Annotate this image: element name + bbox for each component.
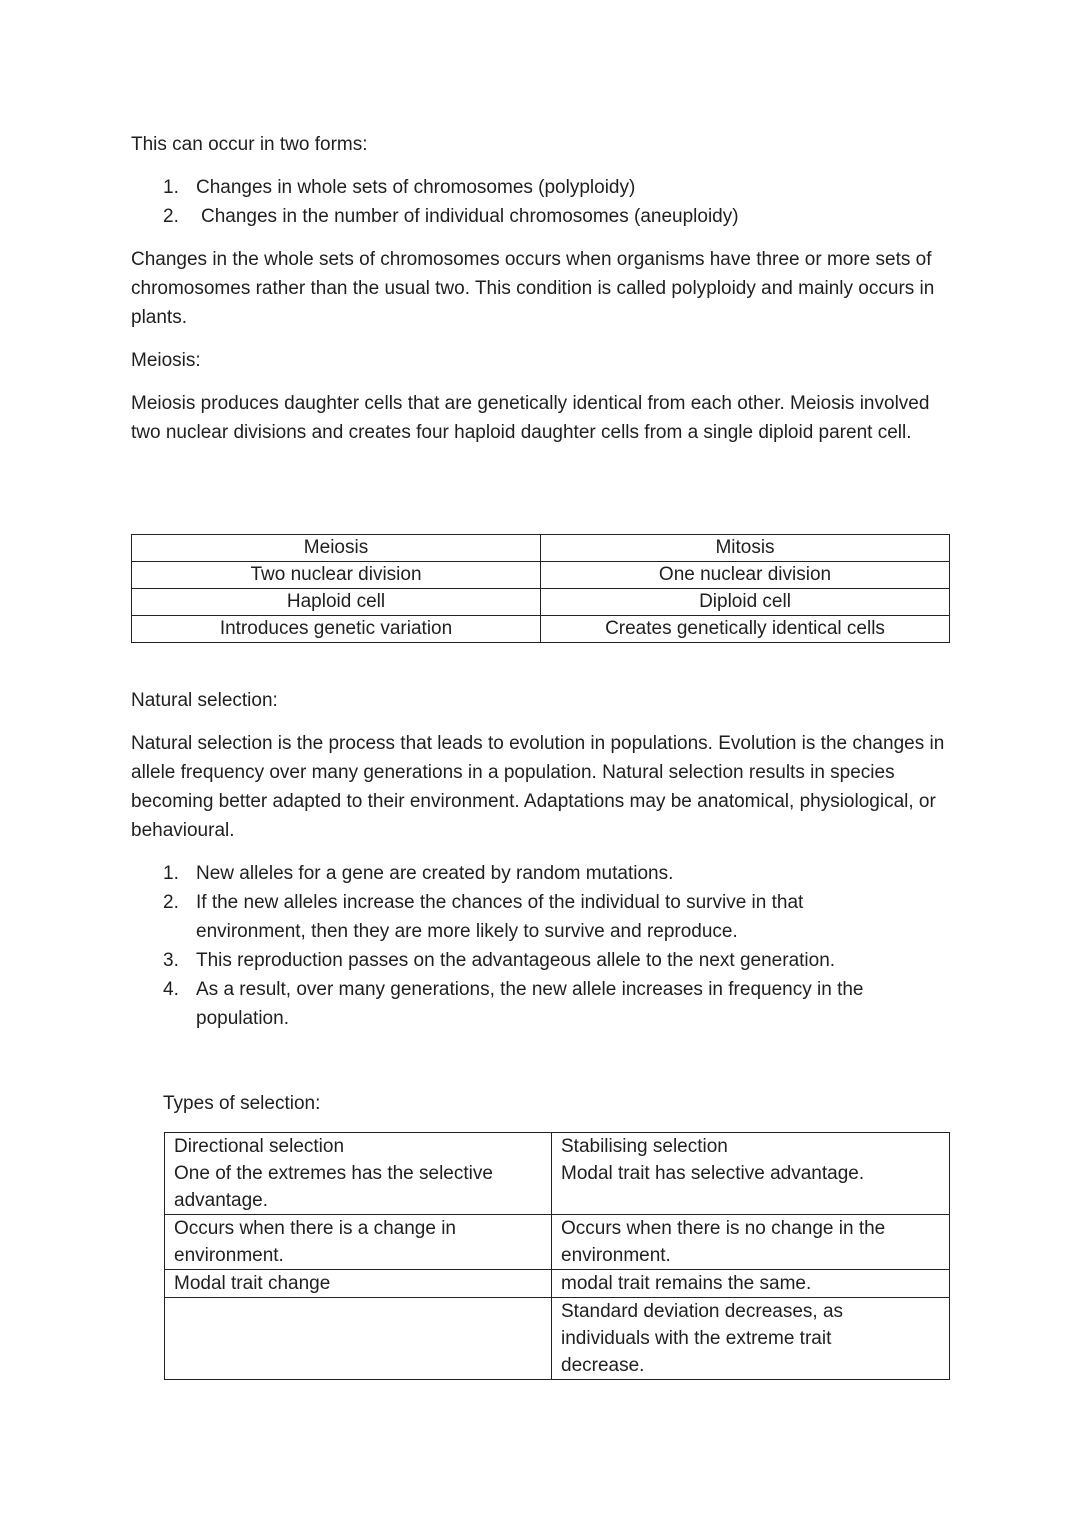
list-text: This reproduction passes on the advantageous allele to the next generation. [196, 950, 836, 971]
polyploidy-paragraph: Changes in the whole sets of chromosomes occurs when organisms have three or more sets of chromosomes rather than the usual two. This condition is called polyploidy and mainly occurs in plants. [131, 249, 935, 328]
list-item [163, 173, 923, 202]
steps-list [163, 859, 903, 1033]
table-cell: Creates genetically identical cells [541, 616, 950, 643]
selection-types-table [164, 1132, 950, 1380]
natural-selection-paragraph: Natural selection is the process that leads to evolution in populations. Evolution is the changes in allele frequency over many generations in a population. Natural selection results in species becoming better adapted to their environment. Adaptations may be anatomical, physiological, or behavioural. [131, 733, 945, 841]
table-row [165, 1298, 950, 1380]
table-row [165, 1133, 950, 1215]
table-row [132, 589, 950, 616]
list-number: 3. [163, 950, 179, 971]
list-text: Changes in whole sets of chromosomes (polyploidy) [196, 177, 636, 198]
list-text: Changes in the number of individual chromosomes (aneuploidy) [201, 206, 739, 227]
table-cell: Modal trait change [165, 1270, 552, 1298]
table-row [132, 535, 950, 562]
table-cell: Meiosis [132, 535, 541, 562]
table-cell: Directional selection One of the extremes has the selective advantage. [165, 1133, 552, 1215]
list-number: 4. [163, 979, 179, 1000]
table-row [165, 1215, 950, 1270]
table-cell: Stabilising selection Modal trait has selective advantage. [552, 1133, 950, 1215]
table-row [132, 562, 950, 589]
meiosis-heading: Meiosis: [131, 350, 201, 371]
types-heading: Types of selection: [163, 1093, 321, 1114]
list-item [163, 946, 903, 975]
list-item [163, 202, 923, 231]
list-number: 2. [163, 892, 179, 913]
meiosis-paragraph: Meiosis produces daughter cells that are genetically identical from each other. Meiosis involved two nuclear divisions and creates four haploid daughter cells from a single diploid parent cell. [131, 393, 930, 443]
list-item [163, 975, 903, 1033]
forms-list [163, 173, 923, 231]
table-cell: Introduces genetic variation [132, 616, 541, 643]
table-row [165, 1270, 950, 1298]
table-cell: Two nuclear division [132, 562, 541, 589]
list-number: 2. [163, 206, 179, 227]
table-cell: Haploid cell [132, 589, 541, 616]
table-cell: Standard deviation decreases, as individuals with the extreme trait decrease. [552, 1298, 950, 1380]
list-number: 1. [163, 863, 179, 884]
list-text: If the new alleles increase the chances of the individual to survive in that environment, then they are more likely to survive and reproduce. [196, 892, 804, 942]
list-item [163, 888, 903, 946]
list-number: 1. [163, 177, 179, 198]
table-cell: modal trait remains the same. [552, 1270, 950, 1298]
table-cell [165, 1298, 552, 1380]
table-cell: Mitosis [541, 535, 950, 562]
table-row [132, 616, 950, 643]
intro-text: This can occur in two forms: [131, 134, 368, 155]
list-text: As a result, over many generations, the new allele increases in frequency in the population. [196, 979, 864, 1029]
meiosis-mitosis-table [131, 534, 950, 643]
table-cell: Occurs when there is a change in environment. [165, 1215, 552, 1270]
table-cell: Occurs when there is no change in the environment. [552, 1215, 950, 1270]
list-item [163, 859, 903, 888]
table-cell: One nuclear division [541, 562, 950, 589]
table-cell: Diploid cell [541, 589, 950, 616]
natural-selection-heading: Natural selection: [131, 690, 278, 711]
list-text: New alleles for a gene are created by random mutations. [196, 863, 674, 884]
